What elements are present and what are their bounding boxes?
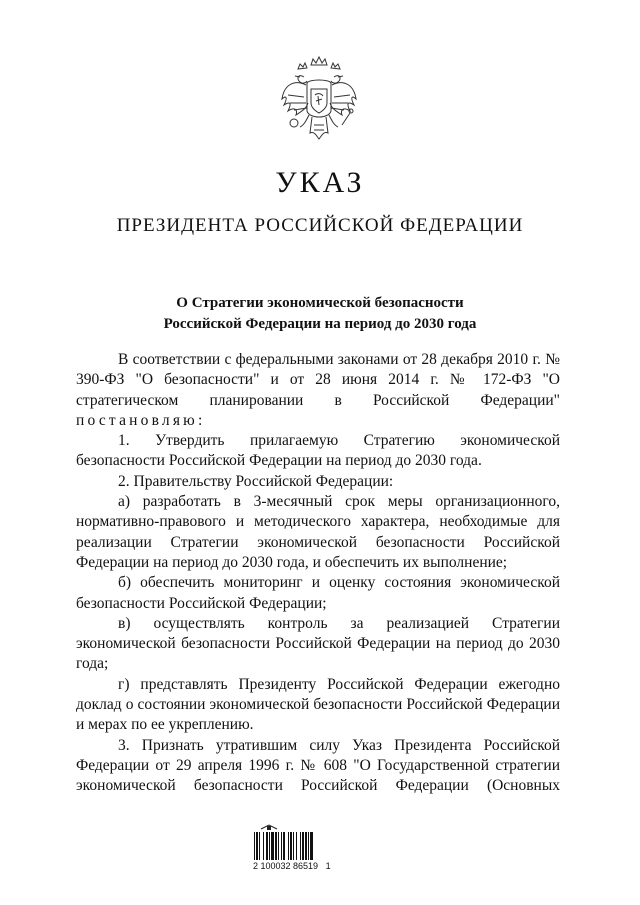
barcode-block [253,823,345,875]
decree-word-text: постановляю: [76,411,206,429]
decree-subtitle: ПРЕЗИДЕНТА РОССИЙСКОЙ ФЕДЕРАЦИИ [116,215,524,236]
decree-title: УКАЗ [275,166,365,199]
decree-word [76,411,560,431]
heading-line-1: О Стратегии экономической безопасности [176,295,464,311]
preamble-paragraph: В соответствии с федеральными законами от 28 декабря 2010 г. № 390-ФЗ "О безопасности" и от 28 июня 2014 г. № 172-ФЗ "О стратегическом планировании в Российской Федерации" [76,351,560,409]
paragraph-2b: б) обеспечить мониторинг и оценку состояния экономической безопасности Российской Федерации; [76,574,560,612]
document-body [76,350,560,797]
barcode-number: 2 100032 86519 1 [253,861,331,871]
paragraph-1: 1. Утвердить прилагаемую Стратегию экономической безопасности Российской Федерации на период до 2030 года. [76,432,560,470]
paragraph-2a: а) разработать в 3-месячный срок меры организационного, нормативно-правового и методического характера, необходимые для реализации Стратегии экономической безопасности Российской Федерации на период до 2030 года, и обеспечить их выполнение; [76,493,560,571]
paragraph-2d: г) представлять Президенту Российской Федерации ежегодно доклад о состоянии экономической безопасности Российской Федерации и мерах по ее укреплению. [76,675,560,734]
heading-line-2: Российской Федерации на период до 2030 года [163,316,477,332]
paragraph-3: 3. Признать утратившим силу Указ Президента Российской Федерации от 29 апреля 1996 г. № 608 "О Государственной стратегии экономической безопасности Российской Федерации (Основных [76,736,560,795]
paragraph-2: 2. Правительству Российской Федерации: [118,472,394,490]
barcode-icon [253,832,345,860]
russian-coat-of-arms-icon [276,55,362,147]
paragraph-2c: в) осуществлять контроль за реализацией Стратегии экономической безопасности Российской Федерации на период до 2030 года; [76,614,560,673]
barcode-mark-icon [259,823,279,831]
document-heading [80,293,560,335]
emblem [276,55,362,147]
